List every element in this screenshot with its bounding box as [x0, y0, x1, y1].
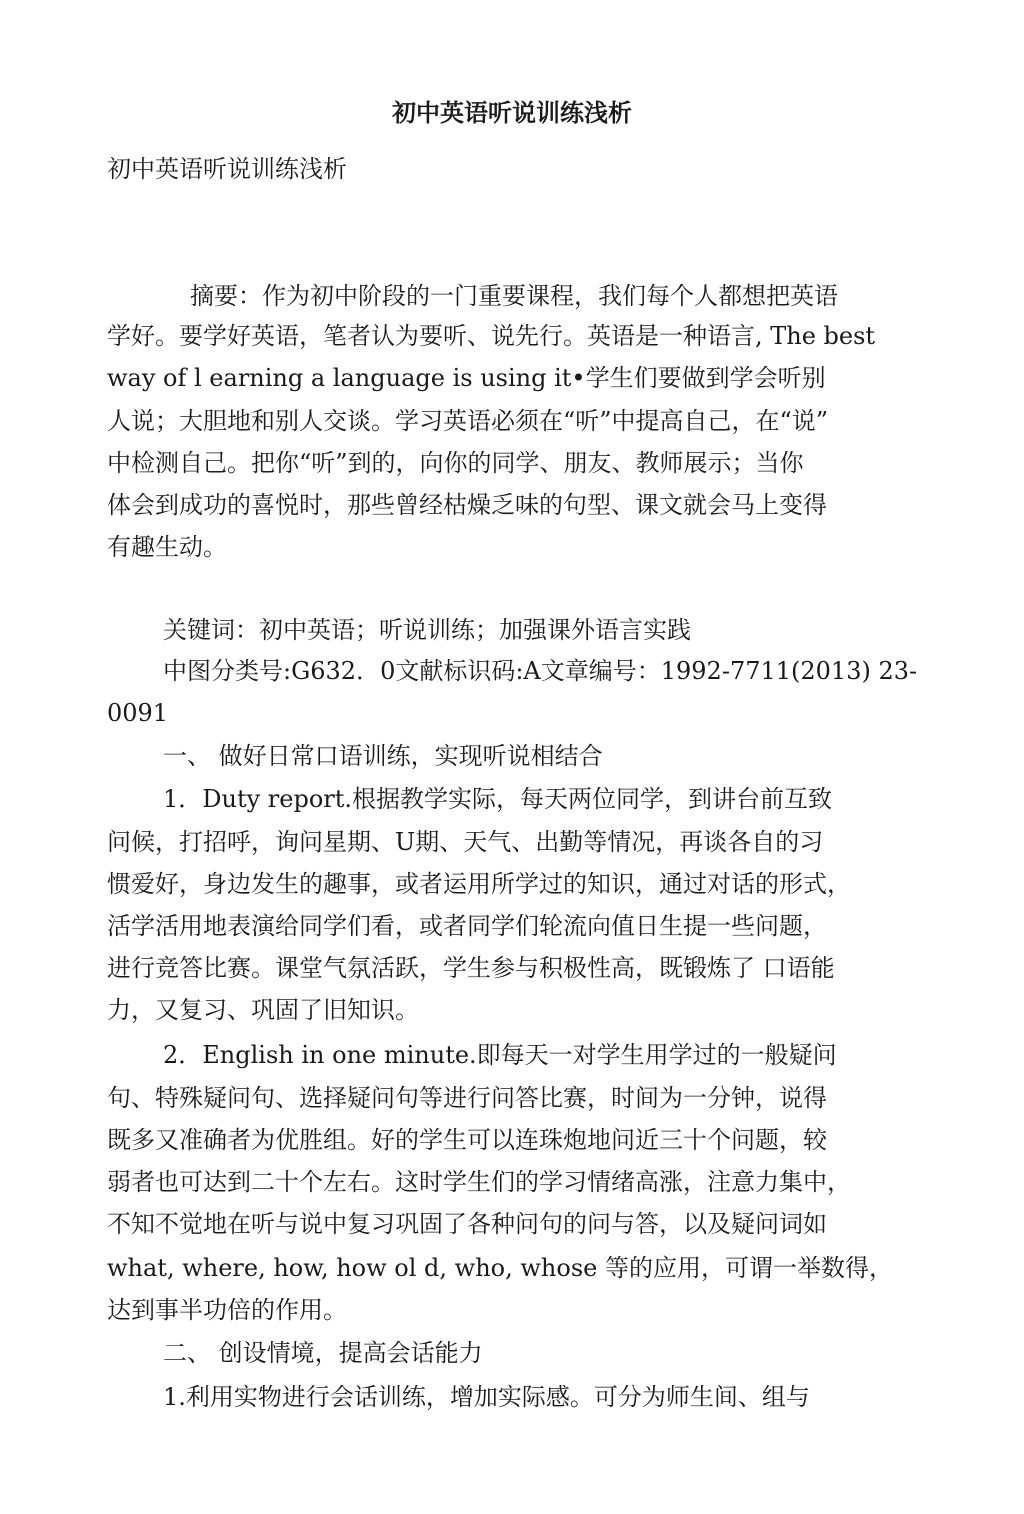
abstract-line: 体会到成功的喜悦时，那些曾经枯燥乏味的句型、课文就会马上变得 [107, 491, 827, 519]
section-heading: 一、 做好日常口语训练，实现听说相结合 [163, 742, 603, 770]
abstract-line: way of l earning a language is using it•学生们要做到学会听别 [107, 364, 826, 392]
paragraph-line: 弱者也可达到二十个左右。这时学生们的学习情绪高涨，注意力集中， [107, 1168, 851, 1196]
paragraph-line: 惯爱好，身边发生的趣事，或者运用所学过的知识，通过对话的形式， [107, 870, 851, 898]
paragraph-line: 既多又准确者为优胜组。好的学生可以连珠炮地问近三十个问题，较 [107, 1126, 827, 1154]
classification-line: 中图分类号:G632．0文献标识码:A文章编号：1992-7711(2013) 23- [163, 657, 918, 685]
paragraph-line: 2．English in one minute.即每天一对学生用学过的一般疑问 [163, 1041, 837, 1069]
document-title: 初中英语听说训练浅析 [392, 98, 632, 127]
abstract-line: 学好。要学好英语，笔者认为要听、说先行。英语是一种语言, The best [107, 322, 876, 350]
abstract-line: 摘要：作为初中阶段的一门重要课程，我们每个人都想把英语 [190, 282, 838, 310]
abstract-line: 中检测自己。把你“听”到的，向你的同学、朋友、教师展示；当你 [107, 449, 804, 477]
document-subtitle: 初中英语听说训练浅析 [107, 155, 347, 183]
paragraph-line: 不知不觉地在听与说中复习巩固了各种问句的问与答，以及疑问词如 [107, 1210, 827, 1238]
paragraph-line: 进行竞答比赛。课堂气氛活跃，学生参与积极性高，既锻炼了 口语能 [107, 954, 835, 982]
abstract-line: 有趣生动。 [107, 533, 227, 561]
paragraph-line: 1．Duty report.根据教学实际，每天两位同学，到讲台前互致 [163, 785, 833, 813]
keywords-line: 关键词：初中英语；听说训练；加强课外语言实践 [163, 616, 691, 644]
paragraph-line: 达到事半功倍的作用。 [107, 1296, 347, 1324]
paragraph-line: 活学活用地表演给同学们看，或者同学们轮流向值日生提一些问题， [107, 912, 827, 940]
abstract-line: 人说；大胆地和别人交谈。学习英语必须在“听”中提高自己，在“说” [107, 407, 829, 435]
paragraph-line: 句、特殊疑问句、选择疑问句等进行问答比赛，时间为一分钟，说得 [107, 1084, 827, 1112]
paragraph-line: 力，又复习、巩固了旧知识。 [107, 996, 419, 1024]
section-heading: 二、 创设情境，提高会话能力 [163, 1339, 483, 1367]
paragraph-line: what, where, how, how ol d, who, whose 等的应用，可谓一举数得， [107, 1254, 893, 1282]
paragraph-line: 1.利用实物进行会话训练，增加实际感。可分为师生间、组与 [163, 1383, 810, 1411]
classification-line: 0091 [107, 699, 169, 727]
paragraph-line: 问候，打招呼，询问星期、U期、天气、出勤等情况，再谈各自的习 [107, 828, 824, 856]
